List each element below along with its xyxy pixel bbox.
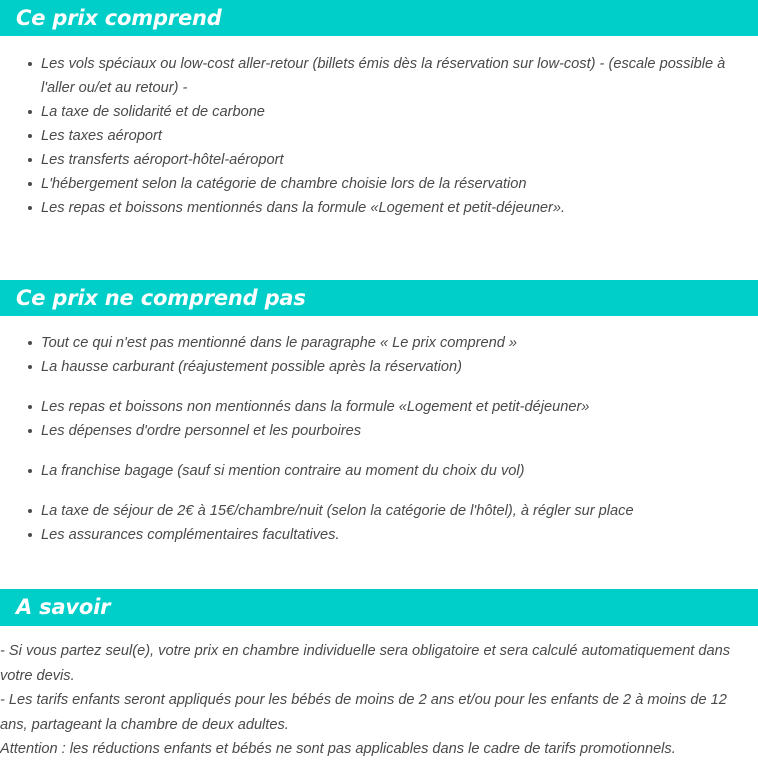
section-spacer bbox=[0, 547, 758, 589]
list-item bbox=[0, 124, 758, 148]
list-item-text: Les dépenses d'ordre personnel et les pourboires bbox=[41, 423, 362, 439]
list-item-text: La taxe de solidarité et de carbone bbox=[41, 104, 265, 120]
list-item-text: Les repas et boissons mentionnés dans la formule «Logement et petit-déjeuner». bbox=[41, 200, 566, 216]
list-item-text: Les repas et boissons non mentionnés dans la formule «Logement et petit-déjeuner» bbox=[41, 399, 590, 415]
section-included bbox=[0, 0, 758, 220]
list-item bbox=[0, 459, 758, 483]
list-item-text: L'hébergement selon la catégorie de chambre choisie lors de la réservation bbox=[41, 176, 527, 192]
list-item-text: Les taxes aéroport bbox=[41, 128, 162, 144]
note-paragraph: - Si vous partez seul(e), votre prix en chambre individuelle sera obligatoire et sera calculé automatiquement dans votre devis. bbox=[0, 643, 731, 684]
section-header-included: Ce prix comprend bbox=[0, 0, 758, 36]
list-item-text: Tout ce qui n'est pas mentionné dans le paragraphe « Le prix comprend » bbox=[41, 335, 518, 351]
section-not-included bbox=[0, 280, 758, 547]
list-item bbox=[0, 52, 758, 100]
included-list-wrapper bbox=[0, 36, 758, 220]
list-item bbox=[0, 499, 758, 523]
list-item-text: La franchise bagage (sauf si mention contraire au moment du choix du vol) bbox=[41, 463, 525, 479]
list-item-text: Les transferts aéroport-hôtel-aéroport bbox=[41, 152, 284, 168]
list-item-text: La taxe de séjour de 2€ à 15€/chambre/nuit (selon la catégorie de l'hôtel), à régler sur place bbox=[41, 503, 634, 519]
section-spacer bbox=[0, 220, 758, 280]
included-bullet-list bbox=[0, 52, 758, 220]
not-included-list-wrapper bbox=[0, 316, 758, 547]
good-to-know-notes bbox=[0, 626, 758, 762]
list-item bbox=[0, 523, 758, 547]
note-paragraph: - Les tarifs enfants seront appliqués pour les bébés de moins de 2 ans et/ou pour les enfants de 2 à moins de 12 ans, partageant la chambre de deux adultes. bbox=[0, 692, 727, 733]
list-item bbox=[0, 196, 758, 220]
list-item bbox=[0, 395, 758, 419]
list-item bbox=[0, 100, 758, 124]
section-header-good-to-know: A savoir bbox=[0, 589, 758, 626]
list-item bbox=[0, 172, 758, 196]
not-included-bullet-list bbox=[0, 331, 758, 547]
list-item bbox=[0, 331, 758, 355]
list-item bbox=[0, 355, 758, 379]
list-item bbox=[0, 419, 758, 443]
list-item-text: Les vols spéciaux ou low-cost aller-retour (billets émis dès la réservation sur low-cost) - (escale possible à l'aller ou/et au retour) - bbox=[41, 56, 726, 96]
section-good-to-know bbox=[0, 589, 758, 762]
section-header-not-included: Ce prix ne comprend pas bbox=[0, 280, 758, 316]
list-item-text: La hausse carburant (réajustement possible après la réservation) bbox=[41, 359, 463, 375]
note-paragraph: Attention : les réductions enfants et bébés ne sont pas applicables dans le cadre de tarifs promotionnels. bbox=[0, 741, 676, 757]
list-item bbox=[0, 148, 758, 172]
list-item-text: Les assurances complémentaires facultatives. bbox=[41, 527, 340, 543]
